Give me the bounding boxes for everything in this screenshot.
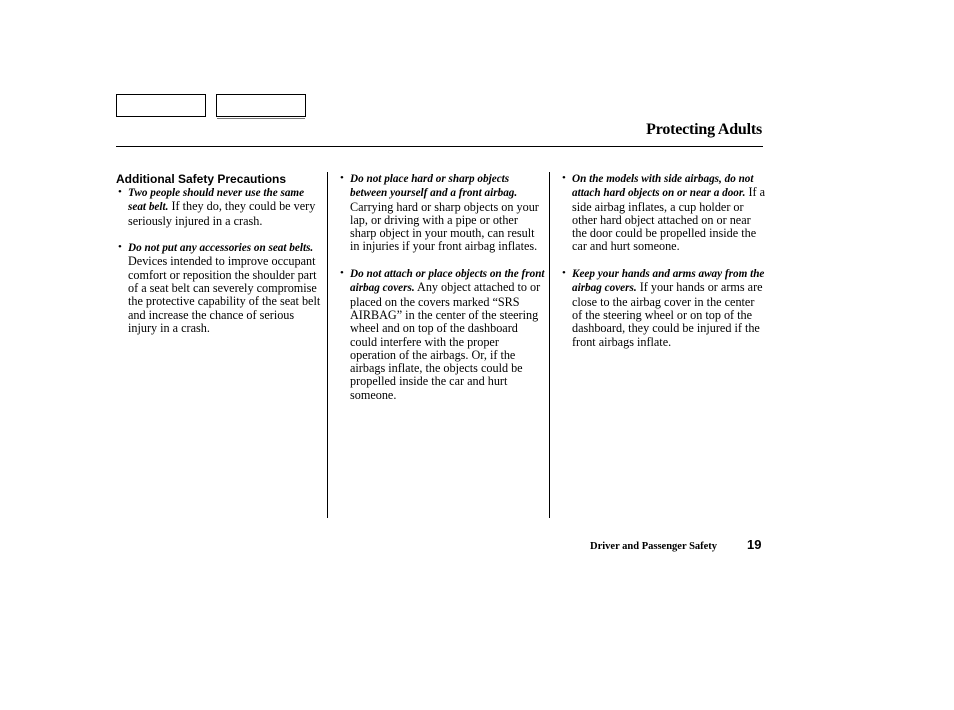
column-divider (549, 172, 550, 518)
page-title: Protecting Adults (646, 121, 762, 138)
list-item (116, 241, 322, 335)
bullet-body: If your hands or arms are close to the airbag cover in the center of the steering wheel or on top of the dashboard, they could be injured if the front airbags inflate. (572, 280, 763, 349)
bullet-dot: • (118, 241, 122, 254)
bullet-body: Any object attached to or placed on the covers marked “SRS AIRBAG” in the center of the steering wheel and on top of the dashboard could interfere with the proper operation of the airbags. Or, if the airbags inflate, the objects could be propelled inside the car and hurt someone. (350, 280, 541, 402)
bullet-lead: Two people should never use the same seat belt. (128, 187, 305, 214)
bullet-lead: Do not put any accessories on seat belts. (128, 242, 314, 255)
bullet-body: If a side airbag inflates, a cup holder or other hard object attached on or near the door could be propelled inside the car and hurt someone. (572, 185, 766, 254)
column-3 (561, 172, 767, 362)
column-divider (327, 172, 328, 518)
section-heading: Additional Safety Precautions (116, 172, 287, 186)
nav-tab-box-2[interactable] (216, 94, 306, 117)
column-2 (339, 172, 545, 415)
bullet-dot: • (562, 172, 566, 184)
bullet-dot: • (562, 267, 566, 280)
column-1 (116, 172, 322, 349)
bullet-dot: • (340, 172, 344, 184)
bullet-lead: Do not attach or place objects on the front airbag covers. (350, 268, 545, 295)
bullet-body: If they do, they could be very seriously injured in a crash. (128, 199, 316, 228)
list-item (561, 267, 767, 349)
list-item (561, 172, 767, 254)
list-item (339, 267, 545, 402)
footer-section-title: Driver and Passenger Safety (590, 541, 718, 552)
bullet-body: Devices intended to improve occupant comfort or reposition the shoulder part of a seat belt can severely compromise the protective capability of the seat belt and increase the chance of serious injury in a crash. (128, 254, 321, 335)
header-rule (116, 146, 763, 147)
list-item (116, 186, 322, 228)
bullet-dot: • (340, 267, 344, 280)
bullet-dot: • (118, 186, 122, 198)
bullet-lead: Keep your hands and arms away from the airbag covers. (572, 268, 765, 295)
page-number: 19 (747, 537, 762, 552)
bullet-body: Carrying hard or sharp objects on your lap, or driving with a pipe or other sharp object in your mouth, can result in injuries if your front airbag inflates. (350, 199, 539, 254)
list-item (339, 172, 545, 254)
bullet-lead: On the models with side airbags, do not attach hard objects on or near a door. (572, 173, 754, 200)
nav-tab-box-1[interactable] (116, 94, 206, 117)
bullet-lead: Do not place hard or sharp objects between yourself and a front airbag. (350, 173, 518, 200)
